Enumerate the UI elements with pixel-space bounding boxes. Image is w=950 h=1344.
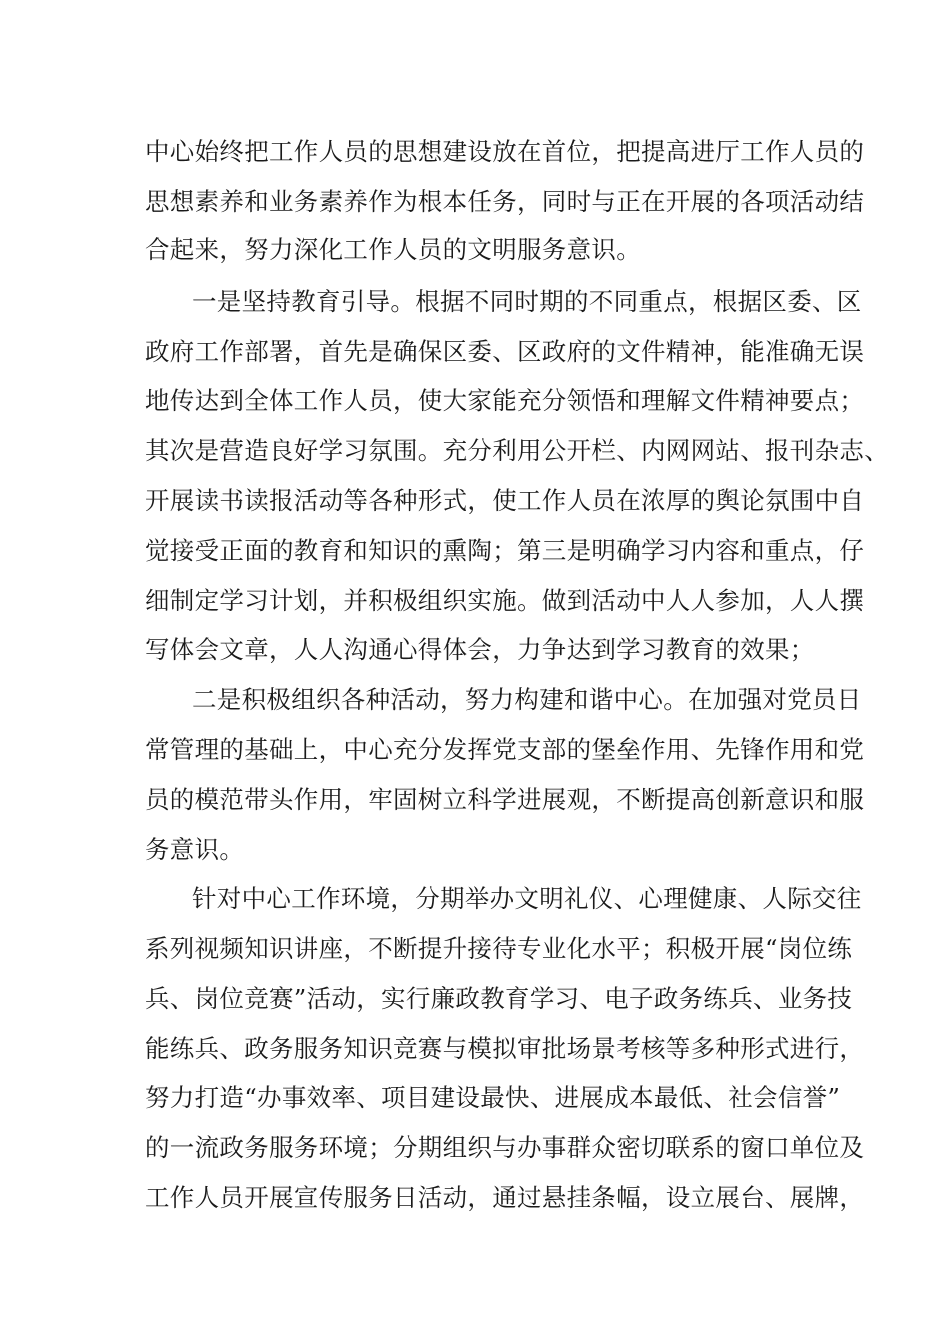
text-line: 务意识。: [145, 835, 245, 864]
text-line: 写体会文章，人人沟通心得体会，力争达到学习教育的效果；: [145, 635, 815, 664]
text-line: 中心始终把工作人员的思想建设放在首位，把提高进厅工作人员的: [145, 137, 865, 166]
text-line: 努力打造“办事效率、项目建设最快、进展成本最低、社会信誉”: [145, 1083, 841, 1112]
text-line: 能练兵、政务服务知识竞赛与模拟审批场景考核等多种形式进行，: [145, 1034, 865, 1063]
text-line: 一是坚持教育引导。根据不同时期的不同重点，根据区委、区: [192, 287, 862, 316]
text-line: 常管理的基础上，中心充分发挥党支部的堡垒作用、先锋作用和党: [145, 735, 865, 764]
text-line: 开展读书读报活动等各种形式，使工作人员在浓厚的舆论氛围中自: [145, 486, 865, 515]
text-line: 二是积极组织各种活动，努力构建和谐中心。在加强对党员日: [192, 685, 862, 714]
text-line: 思想素养和业务素养作为根本任务，同时与正在开展的各项活动结: [145, 187, 865, 216]
text-line: 政府工作部署，首先是确保区委、区政府的文件精神，能准确无误: [145, 337, 865, 366]
text-line: 地传达到全体工作人员，使大家能充分领悟和理解文件精神要点；: [145, 386, 865, 415]
text-line: 员的模范带头作用，牢固树立科学进展观，不断提高创新意识和服: [145, 785, 865, 814]
text-line: 细制定学习计划，并积极组织实施。做到活动中人人参加，人人撰: [145, 586, 865, 615]
text-line: 觉接受正面的教育和知识的熏陶；第三是明确学习内容和重点，仔: [145, 536, 865, 565]
text-line: 工作人员开展宣传服务日活动，通过悬挂条幅，设立展台、展牌，: [145, 1183, 865, 1212]
text-line: 合起来，努力深化工作人员的文明服务意识。: [145, 235, 641, 264]
text-line: 针对中心工作环境，分期举办文明礼仪、心理健康、人际交往: [192, 884, 862, 913]
text-line: 其次是营造良好学习氛围。充分利用公开栏、内网网站、报刊杂志、: [145, 436, 889, 465]
text-line: 兵、岗位竞赛”活动，实行廉政教育学习、电子政务练兵、业务技: [145, 984, 853, 1013]
text-line: 系列视频知识讲座，不断提升接待专业化水平；积极开展“岗位练: [145, 934, 853, 963]
text-line: 的一流政务服务环境；分期组织与办事群众密切联系的窗口单位及: [145, 1133, 865, 1162]
